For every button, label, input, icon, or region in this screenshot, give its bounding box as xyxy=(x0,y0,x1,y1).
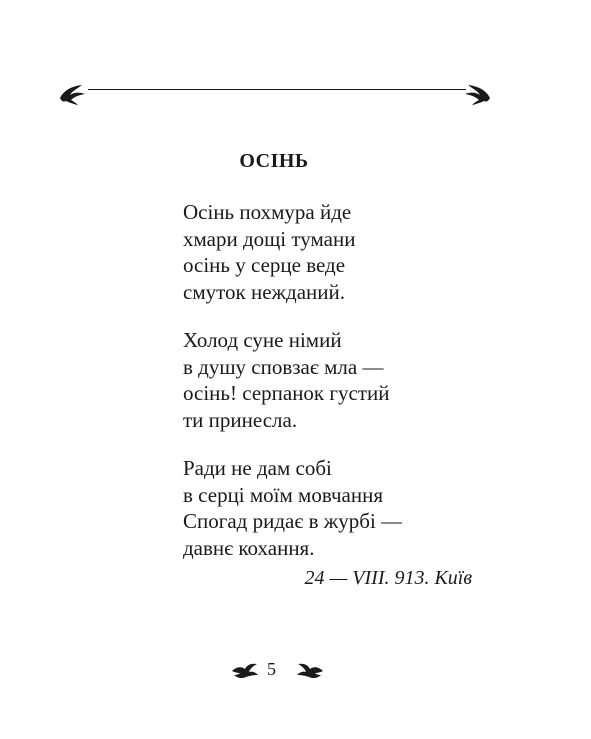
poem-line: ти принесла. xyxy=(183,407,298,432)
stanza xyxy=(183,199,543,305)
poem-line: осінь у серце веде xyxy=(183,253,346,277)
poem-line: хмари дощі тумани xyxy=(183,226,356,251)
poem-body xyxy=(183,199,543,583)
header-rule xyxy=(88,89,466,90)
poem-line: Спогад ридає в журбі — xyxy=(183,509,403,533)
page-footer xyxy=(0,655,548,685)
poem-line: давнє кохання. xyxy=(183,535,315,560)
poem-line: в серці моїм мовчання xyxy=(183,482,383,507)
leaf-flourish-icon xyxy=(462,80,492,106)
page-number: 5 xyxy=(267,659,276,679)
poem-line: Осінь похмура йде xyxy=(183,200,352,224)
leaf-flourish-icon xyxy=(58,80,88,106)
date-place-line: 24 — VIII. 913. Київ xyxy=(304,567,472,589)
stanza xyxy=(183,455,543,561)
poem-line: Ради не дам собі xyxy=(183,456,332,480)
stanza xyxy=(183,327,543,433)
poem-title: ОСІНЬ xyxy=(239,150,309,172)
poem-line: осінь! серпанок густий xyxy=(183,381,390,405)
bird-flourish-icon xyxy=(231,661,259,681)
poem-line: Холод суне німий xyxy=(183,328,342,352)
poem-line: смуток нежданий. xyxy=(183,279,346,304)
poem-line: в душу сповзає мла — xyxy=(183,354,384,379)
bird-flourish-icon xyxy=(296,661,324,681)
